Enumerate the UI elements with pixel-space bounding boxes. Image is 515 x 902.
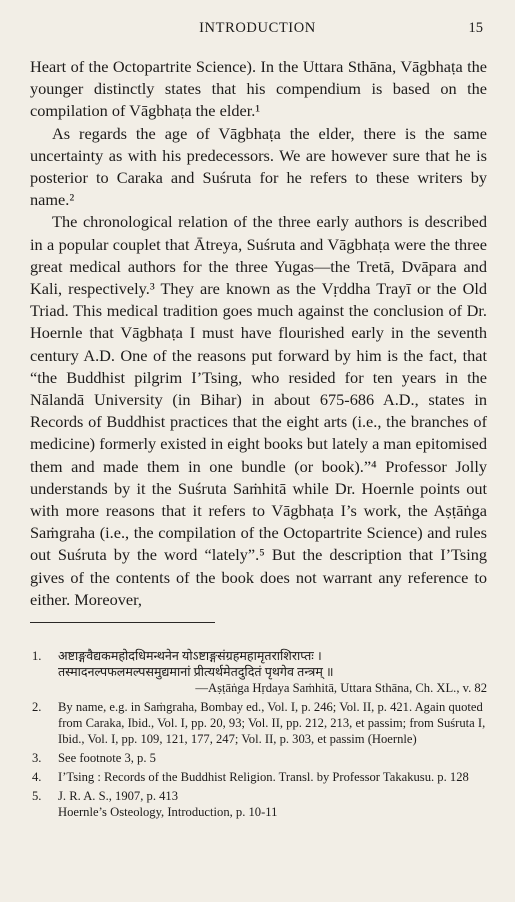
- verse-source: —Aṣṭāṅga Hṛdaya Saṁhitā, Uttara Sthāna, Ch. XL., v. 82: [195, 681, 487, 695]
- footnote-text: By name, e.g. in Saṁgraha, Bombay ed., Vol. I, p. 246; Vol. II, p. 421. Again quoted from Caraka, Ibid., Vol. I, pp. 20, 93; Vol. II, pp. 212, 213, et passim; from Suśruta I, Ibid., Vol. I, pp. 109, 121, 177, 247; Vol. II, p. 303, et passim (Hoernle): [58, 700, 486, 746]
- footnote-number: 5.: [32, 789, 42, 803]
- footnote-number: 4.: [32, 770, 42, 784]
- footnote: [30, 648, 487, 696]
- main-text: [30, 56, 487, 611]
- footnote: [30, 788, 487, 820]
- footnote-number: 2.: [32, 700, 42, 714]
- page-header: [0, 20, 515, 38]
- footnote-text: J. R. A. S., 1907, p. 413: [58, 789, 179, 803]
- footnote: [30, 750, 487, 766]
- footnote: [30, 769, 487, 785]
- footnote-text: See footnote 3, p. 5: [58, 751, 156, 765]
- sanskrit-verse-line: अष्टाङ्गवैद्यकमहोदधिमन्थनेन योऽष्टाङ्गसंग्रहमहामृतराशिराप्तः ।: [58, 649, 322, 663]
- footnote-number: 3.: [32, 751, 42, 765]
- page-number: 15: [468, 20, 483, 36]
- running-head: INTRODUCTION: [199, 20, 316, 36]
- sanskrit-verse-line: तस्मादनल्पफलमल्पसमुद्यमानां प्रीत्यर्थमेतदुदितं पृथगेव तन्त्रम् ॥: [58, 665, 334, 679]
- footnotes: [30, 648, 487, 823]
- footnote-number: 1.: [32, 649, 42, 663]
- paragraph: Heart of the Octopartrite Science). In the Uttara Sthāna, Vāgbhaṭa the younger distinctly states that his compendium is based on the compilation of Vāgbhaṭa the elder.¹: [30, 57, 487, 121]
- footnote-text: Hoernle’s Osteology, Introduction, p. 10-11: [58, 805, 278, 819]
- footnote: [30, 699, 487, 747]
- paragraph: The chronological relation of the three early authors is described in a popular couplet that Ātreya, Suśruta and Vāgbhaṭa were the three great medical authors for the three Yugas—the Tretā, Dvāpara and Kali, respectively.³ They are known as the Vṛddha Trayī or the Old Triad. This medical tradition goes much against the conclusion of Dr. Hoernle that Vāgbhaṭa I must have flourished early in the seventh century A.D. One of the reasons put forward by him is the fact, that “the Buddhist pilgrim I’Tsing, who resided for ten years in the Nālandā University (in Bihar) in about 675-686 A.D., states in Records of Buddhist practices that the eight arts (i.e., the branches of medicine) formerly existed in eight books but lately a man epitomised them and made them in one bundle (or book).”⁴ Professor Jolly understands by it the Suśruta Saṁhitā while Dr. Hoernle points out with more reasons that it refers to Vāgbhaṭa I’s work, the Aṣṭāṅga Saṁgraha (i.e., the compilation of the Octopartrite Science) and rules out Suśruta by the word “lately”.⁵ But the description that I’Tsing gives of the contents of the book does not warrant any reference to either. Moreover,: [30, 212, 487, 609]
- footnote-text: I’Tsing : Records of the Buddhist Religion. Transl. by Professor Takakusu. p. 128: [58, 770, 469, 784]
- paragraph: As regards the age of Vāgbhaṭa the elder, there is the same uncertainty as with his predecessors. We are however sure that he is posterior to Caraka and Suśruta for he refers to these writers by name.²: [30, 123, 487, 210]
- footnote-divider: [30, 622, 215, 623]
